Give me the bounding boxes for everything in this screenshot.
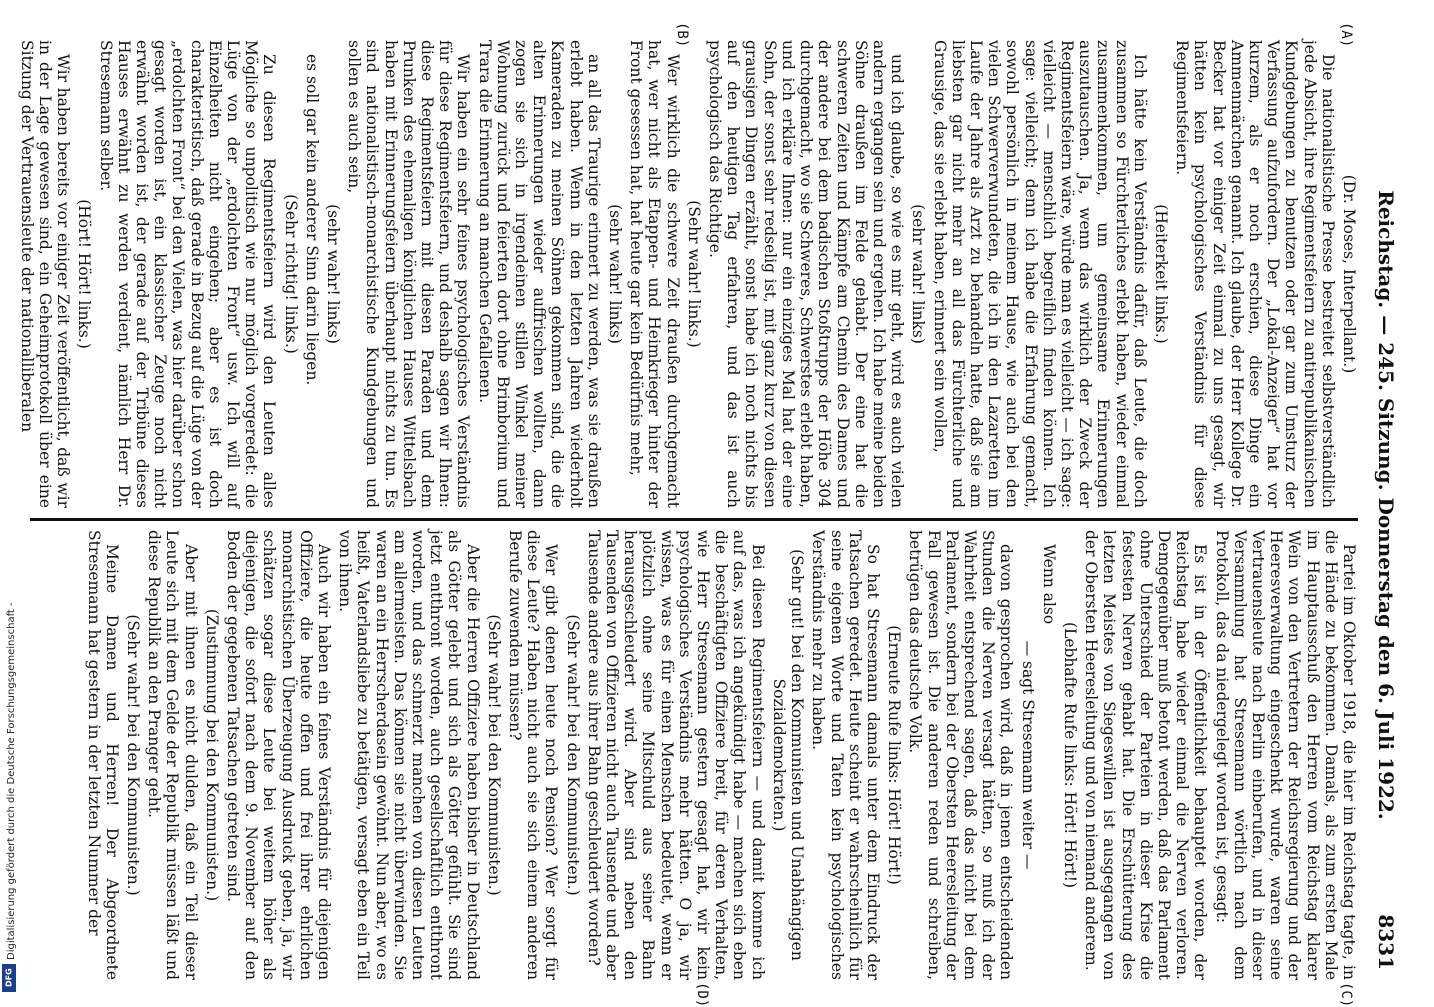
paragraph: (Dr. Moses, Interpellant.) [1340,174,1358,374]
paragraph: Bei diesen Regimentsfeiern — und damit komme ich auf das, was ich angekündigt habe — machen sich eben die beschäftigten Offiziere breit, für deren Verhalten, wie Herr Stresemann gestern gesagt hat, wir kein psychologisches Verständnis mehr hätten. O ja, wir wissen, was es für einen Menschen bedeutet, wenn er plötzlich ohne seine Mitschuld aus seiner Bahn herausgeschleudert wird. Aber sind neben den Tausenden von Offizieren nicht auch Tausende und aber Tausende andere aus ihrer Bahn geschleudert worden? [584,530,767,980]
digitization-credit [3,0,19,960]
text-column-left [17,40,1358,508]
paragraph: Aber die Herren Offiziere haben bisher in Deutschland als Götter gelebt und sich als Götter gefühlt. Sie sind jetzt entthront worden, auch gesellschaftlich entthront worden, und das schmerzt manchen von diesen Leuten am allermeisten. Das können sie nicht überwinden. Sie waren an ein Herrscherdasein gewöhnt. Nun aber, wo es heißt, Vaterlandsliebe zu betätigen, versagt eben ein Teil von ihnen. [336,530,482,980]
text-column-right [20,530,1358,980]
paragraph: davon gesprochen wird, daß in jenen entscheidenden Stunden die Nerven versagt hätten, so muß ich der Wahrheit entsprechend sagen, daß das nicht bei dem Parlament, sondern bei der Obersten Heeresleitung der Fall gewesen ist. Die anderen reden und schreiben, betrügen das deutsche Volk. [906,530,1016,980]
credit-text: Digitalisierung gefördert durch die Deutsche Forschungsgemeinschaft - [6,602,17,960]
paragraph: (Sehr wahr! bei den Kommunisten.) [124,614,142,896]
paragraph: Es ist in der Öffentlichkeit behauptet worden, der Reichstag habe wieder einmal die Nerven verloren. Demgegenüber muß betont werden, daß das Parlament ohne Unterschied der Parteien in dieser Krise die festesten Nerven gehabt hat. Die Erschütterung des letzten Meistes von Siegeswillen ist ausgegangen von der Obersten Heeresleitung und von niemand anderem. [1082,530,1210,980]
paragraph: (Sehr gut! bei den Kommunisten und Unabhängigen Sozialdemokraten.) [769,549,807,961]
paragraph: (Heiterkeit links.) [1151,204,1170,344]
margin-marker-b: (B) [674,22,690,48]
paragraph: Partei im Oktober 1918, die hier im Reichstag tagte, in die Hände zu bekommen. Damals, als zum ersten Male im Hauptausschuß den Herren vom Reichstag klarer Wein von den Vertretern der Reichsregierung und der Heeresverwaltung eingeschenkt wurde, waren seine Vertrauensleute nach Berlin einberufen, und in dieser Versammlung hat Stresemann wörtlich nach dem Protokoll, das da niedergelegt worden ist, gesagt: [1212,530,1358,980]
page-number: 8331 [1374,914,1398,970]
margin-marker-c: (C) [1338,982,1354,1007]
paragraph: (Zustimmung bei den Kommunisten.) [202,608,221,902]
paragraph: (Lebhafte Rufe links: Hört! Hört!) [1060,621,1079,888]
paragraph: (Sehr wahr! links.) [684,200,703,348]
dfg-logo: DFG [2,964,16,992]
column-divider [30,518,1358,521]
paragraph: Meine Damen und Herren! Der Abgeordnete Stresemann hat gestern in der letzten Nummer der [84,530,121,980]
paragraph: — sagt Stresemann weiter — [1018,640,1037,870]
paragraph: (Erneute Rufe links: Hört! Hört!) [885,625,904,885]
paragraph: an all das Traurige erinnert zu werden, was sie draußen erlebt haben. Wenn in den letzten Jahren wiederholt Kameraden zu meinen Söhnen gekommen sind, die die alten Erinnerungen wieder auffrischen wollten, dann zogen sie sich in irgendeinen stillen Winkel meiner Wohnung zurück und feierten dort ohne Brimborium und Trara die Erinnerung an manchen Gefallenen. [475,40,603,508]
paragraph: (sehr wahr! links) [909,204,928,344]
paragraph: Wer wirklich die schwere Zeit draußen durchgemacht hat, wer nicht als Etappen- und Heimkrieger hinter der Front gesessen hat, hat heute gar kein Bedürfnis mehr, [627,40,682,508]
paragraph: Wenn also [1039,544,1058,625]
paragraph: Aber mit ihnen es nicht dulden, daß ein Teil dieser Leute sich mit dem Gelde der Republik müssen läßt und diese Republik an den Pranger geht. [145,530,200,980]
paragraph: Die nationalistische Presse bestreitet selbstverständlich jede Absicht, ihre Regimentsfeiern zu antirepublikanischen Kundgebungen zu benutzen oder gar zum Umsturz der Verfassung aufzufordern. Der „Lokal-Anzeiger“ hat vor kurzem, als er noch erschien, diese Dinge ein Ammenmärchen genannt. Ich glaube, der Herr Kollege Dr. Becker hat vor einiger Zeit einmal zu uns gesagt, wir hätten kein psychologisches Verständnis für diese Regimentsfeiern. [1173,40,1337,508]
page-header [1368,40,1402,970]
paragraph: Wer gibt denen heute noch Pension? Wer sorgt für diese Leute? Haben nicht auch sie sich einem anderen Berufe zuwenden müssen? [506,530,561,980]
paragraph: Wir haben bereits vor einiger Zeit veröffentlicht, daß wir in der Lage gewesen sind, ein Geheimprotokoll über eine Sitzung der Vertrauensleute der nationalliberalen [17,40,73,508]
paragraph: Zu diesen Regimentsfeiern wird den Leuten alles Mögliche so unpolitisch wie nur möglich vorgeredet: die Lüge von der „erdolchten Front“ usw. Ich will auf Einzelheiten nicht eingehen; aber es ist doch charakteristisch, daß gerade in Bezug auf die Lüge von der „erdolchten Front“ bei den Vielen, was hier darüber schon gesagt worden ist, ein klassischer Zeuge noch nicht erwähnt worden ist, der gerade auf der Tribüne dieses Hauses erwähnt zu werden verdient, nämlich Herr Dr. Stresemann selber. [96,40,279,508]
margin-marker-a: (A) [1338,22,1354,48]
paragraph: (Sehr wahr! bei den Kommunisten.) [563,614,582,896]
running-head: Reichstag. — 245. Sitzung. Donnerstag den 6. Juli 1922. [1374,190,1398,820]
paragraph: (sehr wahr! links) [324,204,343,344]
paragraph: Wir haben ein sehr feines psychologisches Verständnis für diese Regimentsfeiern, und deshalb sagen wir Ihnen: diese Regimentsfeiern mit diesen Paraden und dem Prunken des ehemaligen königlichen Hauses Wittelsbach haben mit Erinnerungsfeiern überhaupt nichts zu tun. Es sind nationalistisch-monarchistische Kundgebungen und sollen es auch sein, [345,40,473,508]
paragraph: (Sehr wahr! bei den Kommunisten.) [484,614,503,896]
paragraph: und ich glaube, so wie es mir geht, wird es auch vielen andern ergangen sein und ergehen. Ich habe meine beiden Söhne draußen im Felde gehabt. Der eine hat die schweren Zeiten und Kämpfe am Chemin des Dames und der andere bei dem badischen Stoßtrupps der Höhe 304 durchgemacht, wo sie Schweres, Schwerstes erlebt haben, und ich erkläre Ihnen: nur ein einziges Mal hat der eine Sohn, der sonst sehr redselig ist, mit ganz kurz von diesen grausigen Dingen erzählt, sonst habe ich noch nichts bis auf den heutigen Tag erfahren, und das ist auch psychologisch das Richtige. [706,40,907,508]
paragraph: (Hört! Hört! links.) [75,199,94,349]
paragraph: (Sehr richtig! links.) [281,194,300,354]
paragraph: Ich hätte kein Verständnis dafür, daß Leute, die doch zusammen so Fürchterliches erlebt haben, wieder einmal zusammenkommen, um gemeinsame Erinnerungen auszutauschen. Ja, wenn das wirklich der Zweck der Regimentsfeiern wäre, würde man es vielleicht — ich sage: vielleicht — menschlich begreiflich finden können. Ich sage: vielleicht; denn ich habe die Erfahrung gemacht, sowohl persönlich in meinem Hause, wie auch bei den vielen Schwerverwundeten, die ich in den Lazaretten im Laufe der Jahre als Arzt zu behandeln hatte, daß sie am liebsten gar nicht mehr an all das Fürchterliche und Grausige, das sie erlebt haben, erinnert sein wollen, [930,40,1149,508]
margin-marker-d: (D) [694,982,710,1007]
paragraph: So hat Stresemann damals unter dem Eindruck der Tatsachen geredet. Heute scheint er wahrscheinlich für seine eigenen Worte und Taten kein psychologisches Verständnis mehr zu haben. [809,530,882,980]
paragraph: es soll gar kein anderer Sinn darin liegen. [302,54,321,386]
paragraph: (sehr wahr! links) [606,204,625,344]
paragraph: Auch wir haben ein feines Verständnis für diejenigen Offiziere, die heute offen und frei ihrer ehrlichen monarchistischen Überzeugung Ausdruck geben, ja, wir schätzen sogar diese Leute bei weitem höher als diejenigen, die sofort nach dem 9. November auf den Boden der gegebenen Tatsachen getreten sind. [224,530,334,980]
